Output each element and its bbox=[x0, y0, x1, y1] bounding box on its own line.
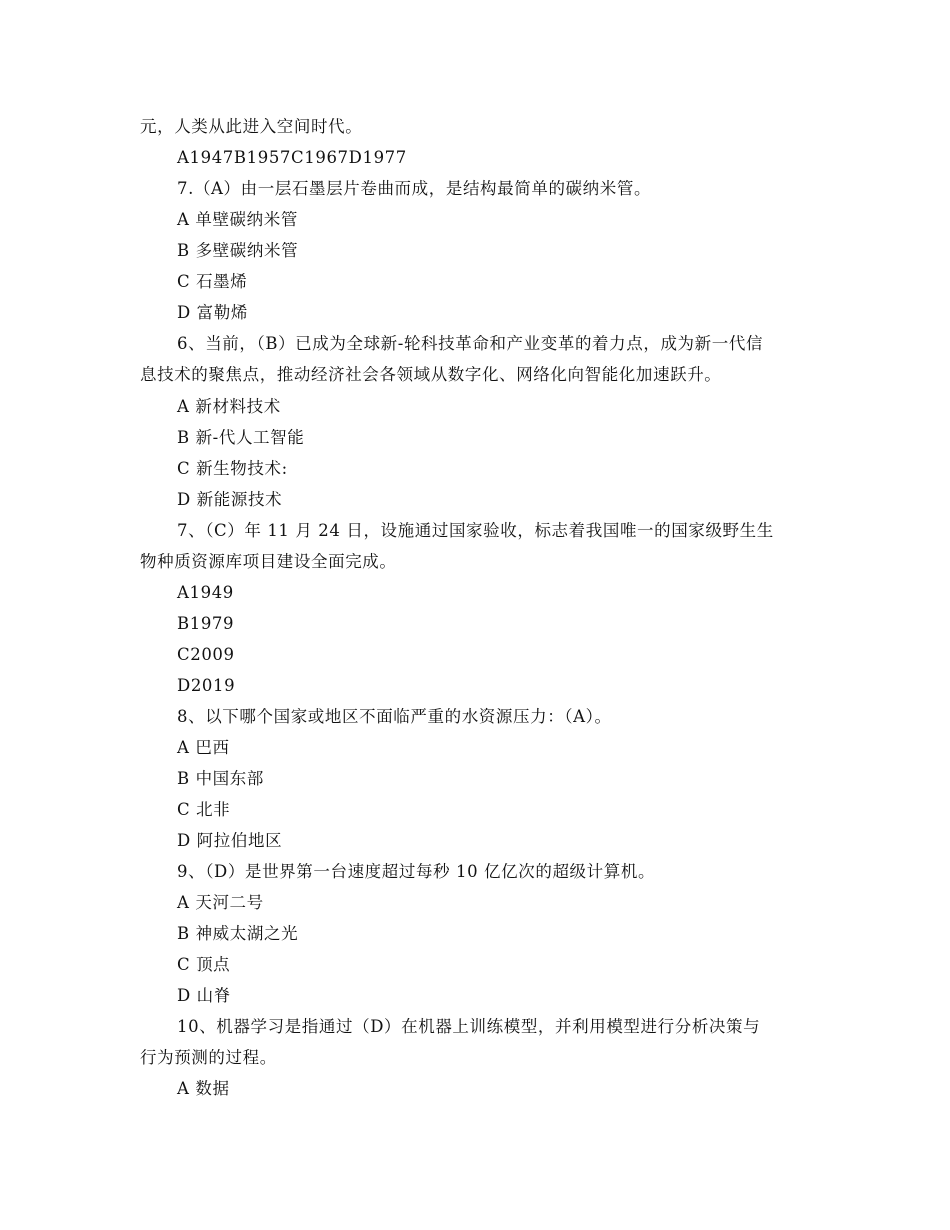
option-c: C 北非 bbox=[177, 800, 231, 819]
option-c: C 新生物技术: bbox=[177, 459, 288, 478]
question-9: 9、（D）是世界第一台速度超过每秒 10 亿亿次的超级计算机。 bbox=[177, 862, 656, 881]
question-7a: 7.（A）由一层石墨层片卷曲而成，是结构最简单的碳纳米管。 bbox=[177, 179, 652, 198]
text-line: 元，人类从此进入空间时代。 bbox=[140, 117, 363, 136]
option-a: A1949 bbox=[177, 583, 234, 602]
question-6-continued: 息技术的聚焦点，推动经济社会各领域从数字化、网络化向智能化加速跃升。 bbox=[140, 365, 722, 384]
option-b: B1979 bbox=[177, 614, 235, 633]
question-7-continued: 物种质资源库项目建设全面完成。 bbox=[140, 552, 397, 571]
option-b: B 中国东部 bbox=[177, 769, 264, 788]
option-b: B 新-代人工智能 bbox=[177, 428, 305, 447]
option-d: D 阿拉伯地区 bbox=[177, 831, 283, 850]
question-7: 7、（C）年 11 月 24 日，设施通过国家验收，标志着我国唯一的国家级野生生 bbox=[177, 521, 774, 540]
option-b: B 神威太湖之光 bbox=[177, 924, 299, 943]
question-6: 6、当前，（B）已成为全球新-轮科技革命和产业变革的着力点，成为新一代信 bbox=[177, 334, 764, 353]
option-d: D 新能源技术 bbox=[177, 490, 283, 509]
option-c: C2009 bbox=[177, 645, 235, 664]
option-d: D 富勒烯 bbox=[177, 303, 248, 322]
answer-options: A1947B1957C1967D1977 bbox=[177, 148, 407, 167]
option-a: A 数据 bbox=[177, 1079, 230, 1098]
option-b: B 多壁碳纳米管 bbox=[177, 241, 299, 260]
question-10: 10、机器学习是指通过（D）在机器上训练模型，并利用模型进行分析决策与 bbox=[177, 1017, 761, 1036]
option-d: D 山脊 bbox=[177, 986, 231, 1005]
option-a: A 新材料技术 bbox=[177, 397, 281, 416]
option-a: A 天河二号 bbox=[177, 893, 264, 912]
question-8: 8、以下哪个国家或地区不面临严重的水资源压力：（A）。 bbox=[177, 707, 612, 726]
option-c: C 顶点 bbox=[177, 955, 231, 974]
option-a: A 巴西 bbox=[177, 738, 230, 757]
question-10-continued: 行为预测的过程。 bbox=[140, 1048, 277, 1067]
option-c: C 石墨烯 bbox=[177, 272, 248, 291]
option-d: D2019 bbox=[177, 676, 236, 695]
option-a: A 单壁碳纳米管 bbox=[177, 210, 298, 229]
